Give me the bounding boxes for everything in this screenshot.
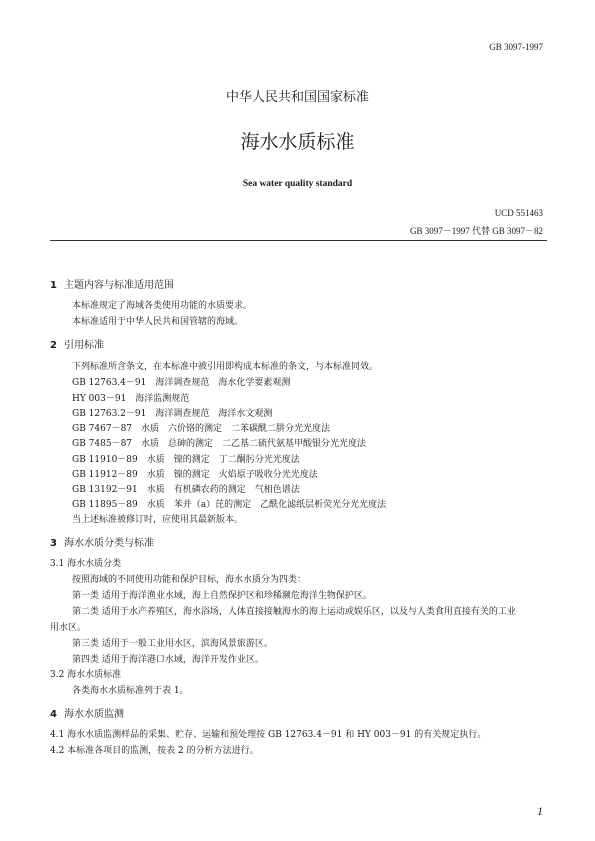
class-item: 第四类 适用于海洋港口水域，海洋开发作业区。 bbox=[72, 655, 264, 665]
section-2-heading bbox=[50, 336, 104, 351]
paragraph: 当上述标准被修订时，应使用其最新版本。 bbox=[72, 515, 244, 525]
ucd-code: UCD 551463 bbox=[494, 208, 543, 218]
class-item: 第一类 适用于海洋渔业水域，海上自然保护区和珍稀濒危海洋生物保护区。 bbox=[72, 591, 372, 601]
reference-item: GB 12763.4－91 海洋调查规范 海水化学要素观测 bbox=[72, 378, 291, 388]
paragraph: 本标准规定了海域各类使用功能的水质要求。 bbox=[72, 301, 253, 311]
section-number: 3 bbox=[50, 538, 57, 549]
document-title: 海水水质标准 bbox=[240, 131, 355, 153]
section-number: 2 bbox=[50, 340, 57, 351]
reference-item: HY 003－91 海洋监测规范 bbox=[72, 394, 190, 404]
section-title: 主题内容与标准适用范围 bbox=[64, 280, 174, 291]
section-4-heading bbox=[50, 705, 124, 720]
reference-item: GB 13192－91 水质 有机磷农药的测定 气相色谱法 bbox=[72, 485, 300, 495]
paragraph: 本标准适用于中华人民共和国管辖的海域。 bbox=[72, 317, 244, 327]
header-divider bbox=[50, 240, 547, 241]
paragraph: 4.2 本标准各项目的监测，按表 2 的分析方法进行。 bbox=[50, 746, 259, 756]
standard-code: GB 3097-1997 bbox=[489, 42, 543, 52]
reference-item: GB 7485－87 水质 总砷的测定 二乙基二硫代氨基甲酸银分光光度法 bbox=[72, 439, 367, 449]
reference-item: GB 11895－89 水质 苯并（a）芘的测定 乙酰化滤纸层析荧光分光光度法 bbox=[72, 500, 387, 510]
national-standard-label: 中华人民共和国国家标准 bbox=[225, 90, 369, 105]
section-number: 1 bbox=[50, 280, 57, 291]
reference-item: GB 11912－89 水质 镍的测定 火焰原子吸收分光光度法 bbox=[72, 470, 318, 480]
subsection-heading: 3.1 海水水质分类 bbox=[50, 559, 122, 569]
reference-item: GB 11910－89 水质 镍的测定 丁二酮肟分光光度法 bbox=[72, 455, 300, 465]
section-3-heading bbox=[50, 534, 154, 549]
reference-item: GB 12763.2－91 海洋调查规范 海洋水文观测 bbox=[72, 409, 273, 419]
class-item-continued: 用水区。 bbox=[50, 623, 87, 633]
class-item: 第二类 适用于水产养殖区，海水浴场，人体直接接触海水的海上运动或娱乐区，以及与人类食用直接有关的工业 bbox=[72, 607, 516, 617]
subsection-heading: 3.2 海水水质标准 bbox=[50, 670, 122, 680]
section-1-heading bbox=[50, 276, 174, 291]
paragraph: 下列标准所含条文，在本标准中被引用即构成本标准的条文，与本标准同效。 bbox=[72, 362, 379, 372]
section-title: 引用标准 bbox=[64, 340, 104, 351]
replaces-note: GB 3097－1997 代替 GB 3097－82 bbox=[409, 226, 543, 236]
paragraph: 各类海水水质标准列于表 1。 bbox=[72, 686, 189, 696]
reference-item: GB 7467－87 水质 六价铬的测定 二苯碳酰二肼分光光度法 bbox=[72, 424, 331, 434]
section-title: 海水水质监测 bbox=[64, 709, 124, 720]
class-item: 第三类 适用于一般工业用水区，滨海风景旅游区。 bbox=[72, 639, 273, 649]
english-title: Sea water quality standard bbox=[242, 179, 353, 189]
paragraph: 按照海域的不同使用功能和保护目标，海水水质分为四类： bbox=[72, 575, 307, 585]
section-title: 海水水质分类与标准 bbox=[64, 538, 154, 549]
section-number: 4 bbox=[50, 709, 57, 720]
page-number: 1 bbox=[537, 804, 543, 818]
paragraph: 4.1 海水水质监测样品的采集、贮存、运输和预处理按 GB 12763.4－91 和 HY 003－91 的有关规定执行。 bbox=[50, 730, 487, 740]
